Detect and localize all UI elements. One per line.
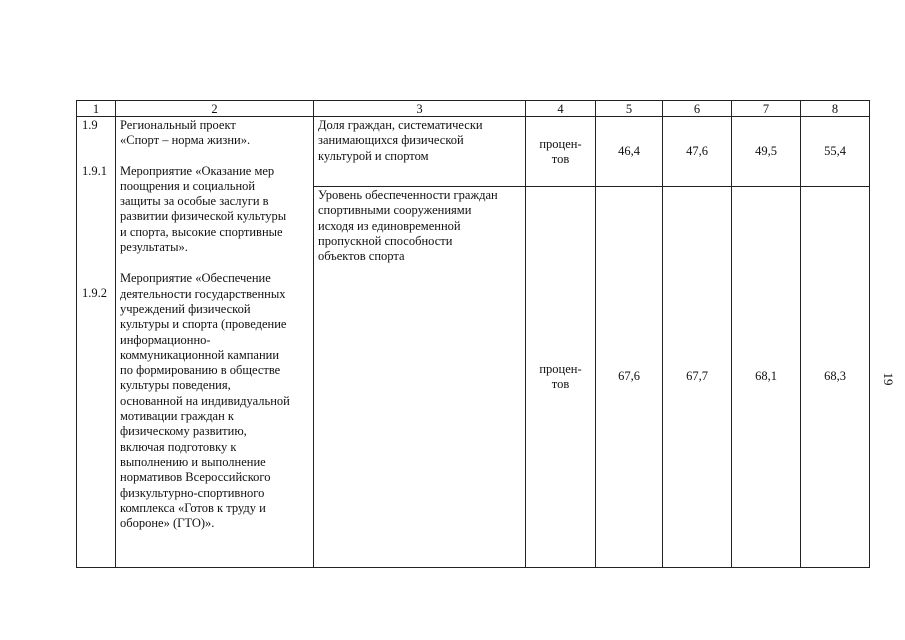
header-cell-3: 3 [314, 101, 526, 117]
item-numbers: 1.9 1.9.1 1.9.2 [77, 117, 116, 568]
indicator-1-value-5: 46,4 [596, 117, 663, 187]
header-cell-6: 6 [663, 101, 732, 117]
measure-1-text: Мероприятие «Оказание мер поощрения и социальной защиты за особые заслуги в развитии физической культуры и спорта, высокие спортивные результаты». [120, 163, 287, 255]
header-cell-5: 5 [596, 101, 663, 117]
indicator-name-1: Доля граждан, систематически занимающихся физической культурой и спортом [314, 117, 526, 187]
indicators-table [76, 100, 870, 568]
indicator-2-value-7: 68,1 [732, 187, 801, 568]
indicator-name-2: Уровень обеспеченности граждан спортивными сооружениями исходя из единовременной пропускной способности объектов спорта [314, 187, 526, 568]
header-cell-8: 8 [801, 101, 870, 117]
table-row [77, 117, 870, 187]
indicator-unit-2: процен- тов [526, 187, 596, 568]
indicator-2-value-6: 67,7 [663, 187, 732, 568]
header-cell-1: 1 [77, 101, 116, 117]
item-names [116, 117, 314, 568]
page-number: 19 [881, 372, 896, 386]
indicator-2-value-5: 67,6 [596, 187, 663, 568]
table-header-row [77, 101, 870, 117]
measure-2-text: Мероприятие «Обеспечение деятельности государственных учреждений физической культуры и спорта (проведение информационно- коммуникационной кампании по формированию в обществе культуры поведения, основанной на индивидуальной мотивации граждан к физическому развитию, включая подготовку к выполнению и выполнение нормативов Всероссийского физкультурно-спортивного комплекса «Готов к труду и обороне» (ГТО)». [120, 271, 290, 531]
indicator-1-value-6: 47,6 [663, 117, 732, 187]
project-title: Региональный проект «Спорт – норма жизни». [120, 118, 251, 148]
indicator-1-value-7: 49,5 [732, 117, 801, 187]
indicator-2-value-8: 68,3 [801, 187, 870, 568]
header-cell-7: 7 [732, 101, 801, 117]
indicator-1-value-8: 55,4 [801, 117, 870, 187]
indicator-unit-1: процен- тов [526, 117, 596, 187]
header-cell-2: 2 [116, 101, 314, 117]
header-cell-4: 4 [526, 101, 596, 117]
